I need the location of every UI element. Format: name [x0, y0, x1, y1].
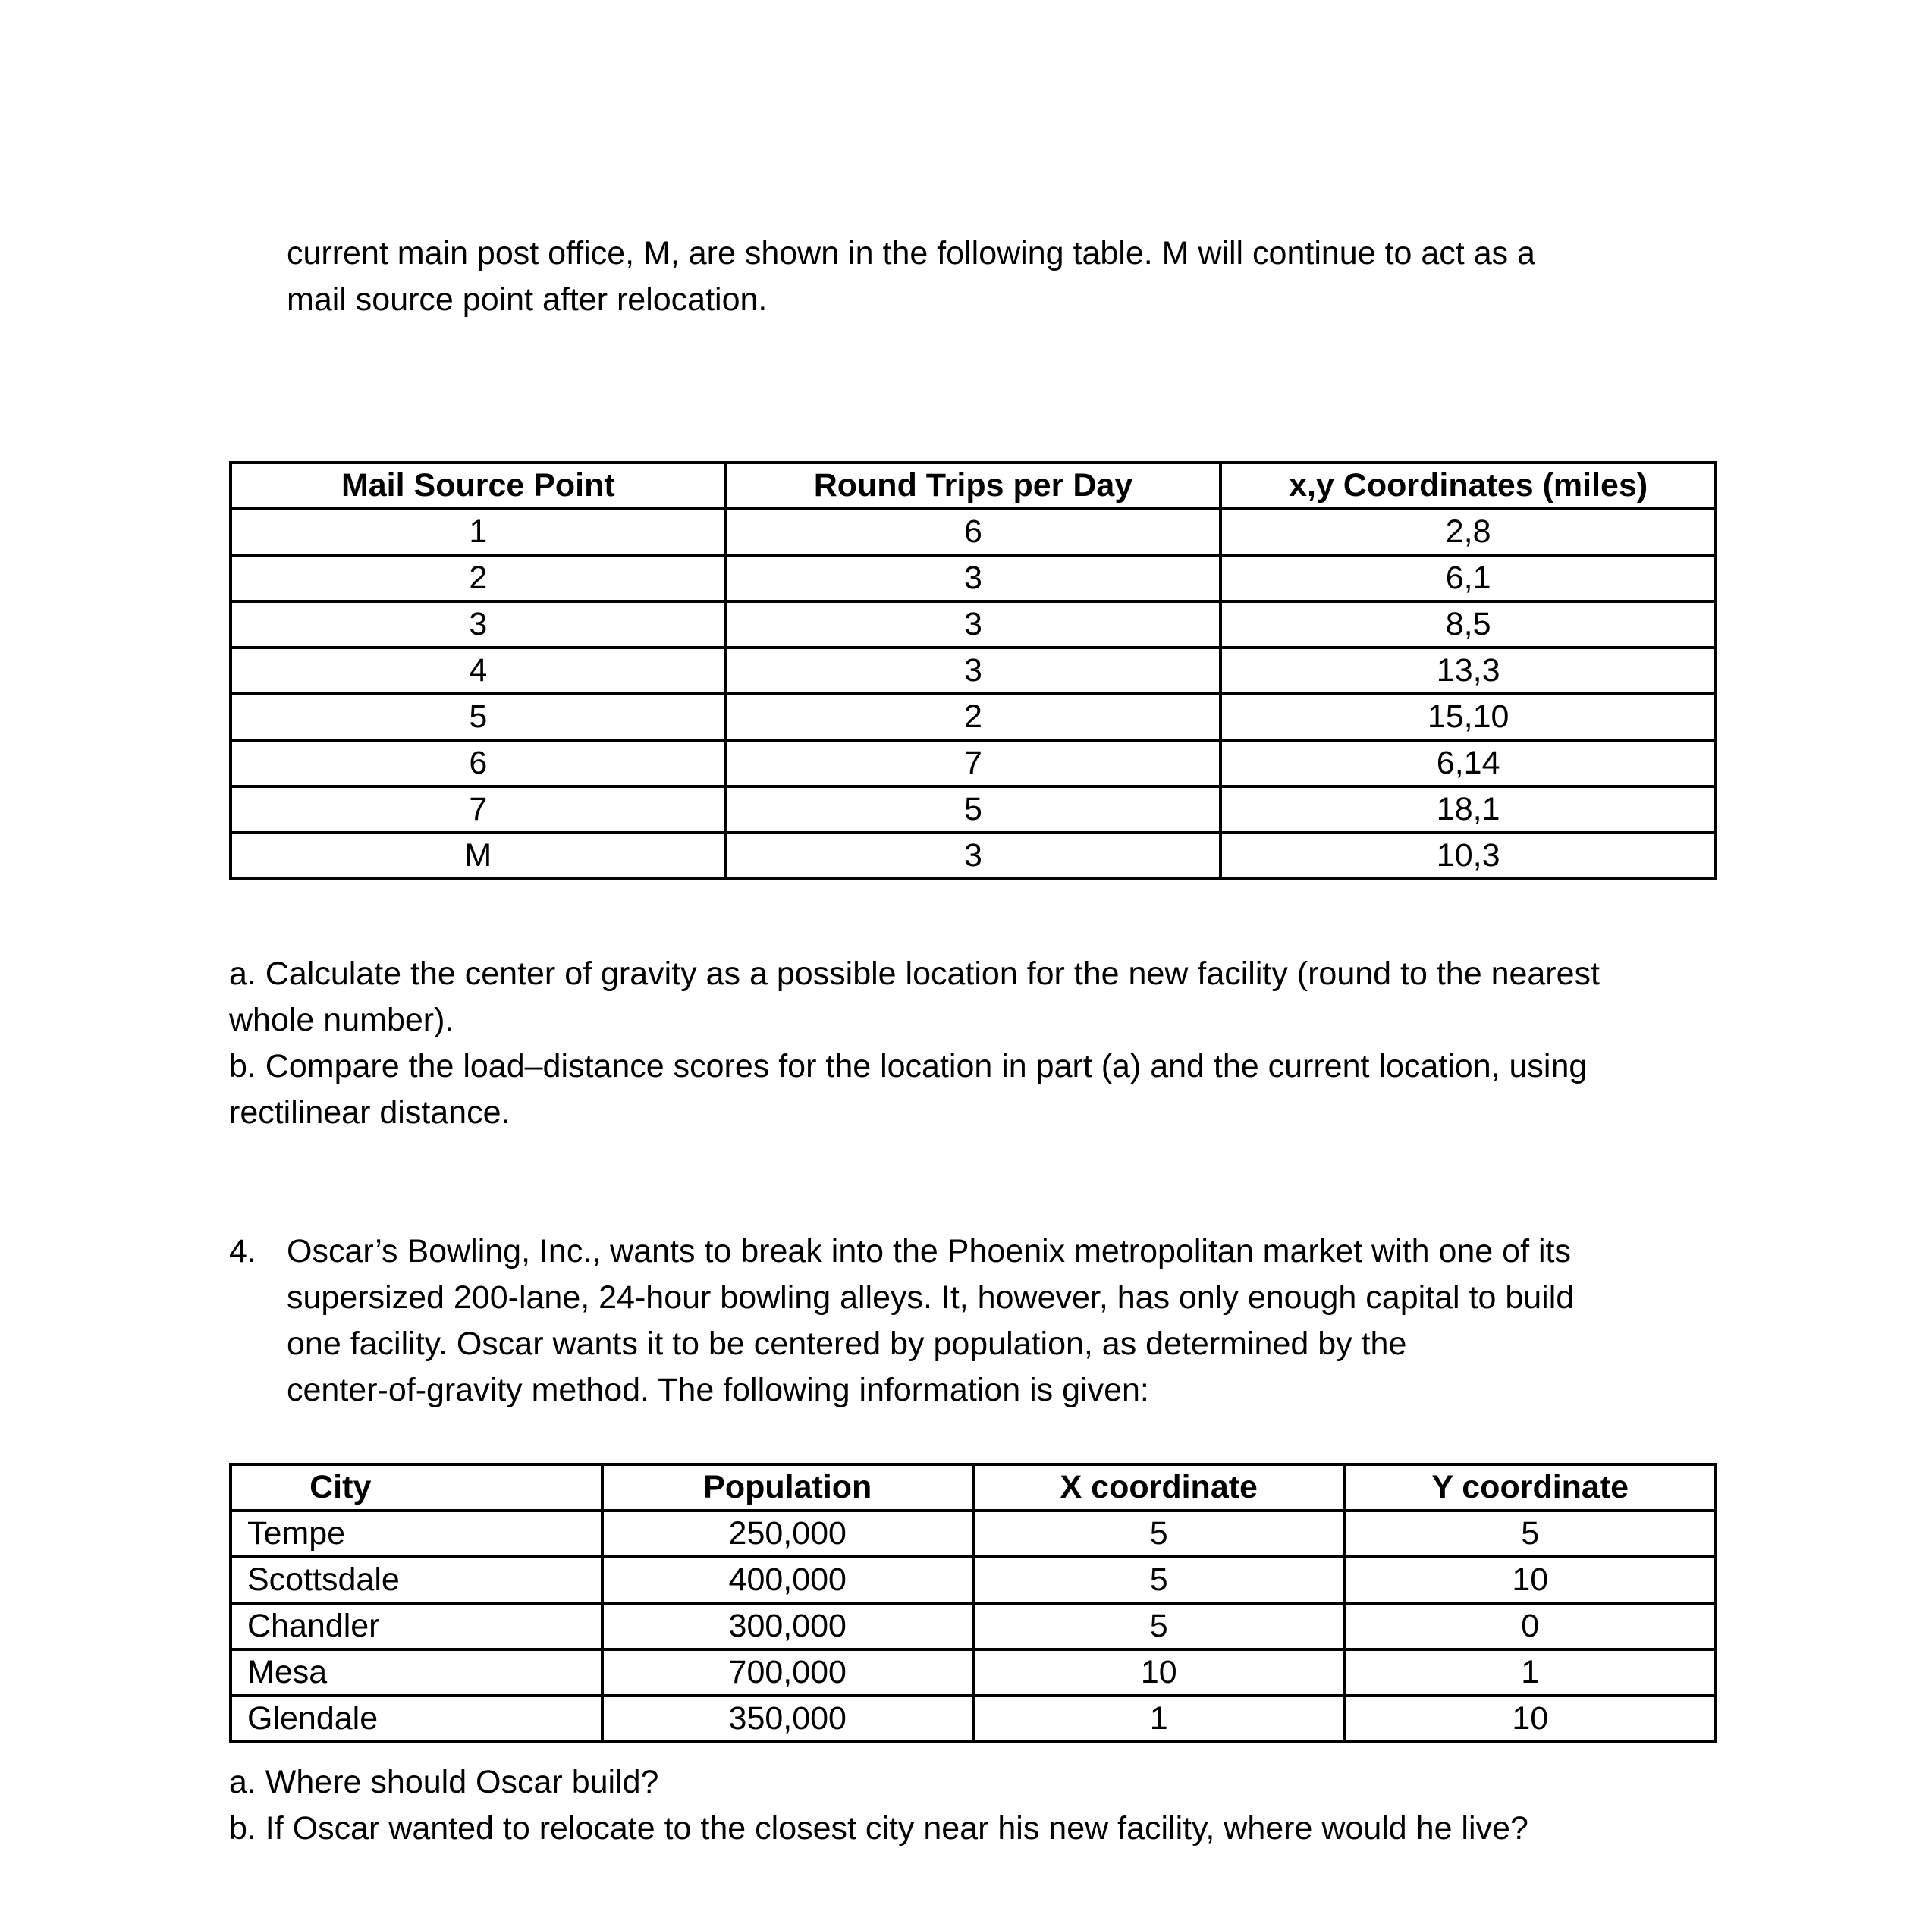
table-cell: 2 — [726, 694, 1221, 740]
table-cell: 5 — [973, 1557, 1345, 1603]
table-cell: 6,14 — [1220, 740, 1716, 786]
table-cell: 2 — [231, 555, 726, 601]
table-row — [231, 1696, 1716, 1742]
table-header-row — [231, 463, 1716, 509]
table-cell: 400,000 — [602, 1557, 974, 1603]
table-cell: 4 — [231, 648, 726, 694]
question-3-line-4: rectilinear distance. — [229, 1094, 510, 1131]
table-cell: 13,3 — [1220, 648, 1716, 694]
table-cell: 8,5 — [1220, 601, 1716, 648]
table-row — [231, 740, 1716, 786]
table-row — [231, 1603, 1716, 1649]
table-cell: 3 — [231, 601, 726, 648]
city-table — [229, 1463, 1717, 1743]
table-cell: Chandler — [231, 1603, 602, 1649]
mail-source-table — [229, 461, 1717, 880]
table-cell: 6 — [726, 509, 1221, 555]
table-row — [231, 509, 1716, 555]
table-row — [231, 1649, 1716, 1696]
table-cell: 10 — [1345, 1696, 1717, 1742]
question-3-line-2: whole number). — [229, 1002, 454, 1038]
table-cell: 7 — [231, 786, 726, 833]
table-row — [231, 1557, 1716, 1603]
table-row — [231, 694, 1716, 740]
column-header: x,y Coordinates (miles) — [1220, 463, 1716, 509]
column-header: Mail Source Point — [231, 463, 726, 509]
table-cell: 15,10 — [1220, 694, 1716, 740]
table-cell: 350,000 — [602, 1696, 974, 1742]
problem-4-line-3: one facility. Oscar wants it to be centered by population, as determined by the — [287, 1326, 1407, 1362]
question-3-line-3: b. Compare the load–distance scores for the location in part (a) and the current location, using — [229, 1048, 1588, 1084]
table-cell: M — [231, 833, 726, 879]
table-cell: 5 — [1345, 1511, 1717, 1557]
intro-line-1: current main post office, M, are shown in the following table. M will continue to act as a — [287, 235, 1535, 271]
table-cell: 3 — [726, 648, 1221, 694]
question-4-line-1: a. Where should Oscar build? — [229, 1764, 659, 1800]
table-cell: 250,000 — [602, 1511, 974, 1557]
column-header: Population — [602, 1464, 974, 1511]
table-cell: 1 — [973, 1696, 1345, 1742]
question-4-line-2: b. If Oscar wanted to relocate to the closest city near his new facility, where would he live? — [229, 1810, 1528, 1847]
problem-4-line-2: supersized 200-lane, 24-hour bowling alleys. It, however, has only enough capital to build — [287, 1279, 1575, 1316]
table-cell: 6,1 — [1220, 555, 1716, 601]
intro-line-2: mail source point after relocation. — [287, 281, 768, 318]
table-cell: 700,000 — [602, 1649, 974, 1696]
table-cell: Glendale — [231, 1696, 602, 1742]
table-cell: 5 — [231, 694, 726, 740]
table-row — [231, 648, 1716, 694]
table-cell: 5 — [973, 1603, 1345, 1649]
table-cell: 300,000 — [602, 1603, 974, 1649]
column-header: X coordinate — [973, 1464, 1345, 1511]
column-header: City — [231, 1464, 602, 1511]
table-row — [231, 1511, 1716, 1557]
table-cell: 5 — [726, 786, 1221, 833]
problem-4-number: 4. — [229, 1233, 256, 1269]
question-4-parts — [229, 1759, 1528, 1852]
table-cell: Tempe — [231, 1511, 602, 1557]
table-row — [231, 786, 1716, 833]
table-row — [231, 833, 1716, 879]
table-cell: 3 — [726, 555, 1221, 601]
table-cell: 5 — [973, 1511, 1345, 1557]
table-cell: 3 — [726, 833, 1221, 879]
table-cell: 10 — [973, 1649, 1345, 1696]
table-cell: 3 — [726, 601, 1221, 648]
table-cell: 1 — [1345, 1649, 1717, 1696]
table-row — [231, 555, 1716, 601]
table-cell: 10,3 — [1220, 833, 1716, 879]
table-cell: 1 — [231, 509, 726, 555]
table-cell: 0 — [1345, 1603, 1717, 1649]
problem-4-line-4: center-of-gravity method. The following information is given: — [287, 1372, 1149, 1408]
column-header: Y coordinate — [1345, 1464, 1717, 1511]
table-row — [231, 601, 1716, 648]
table-cell: 2,8 — [1220, 509, 1716, 555]
question-3-parts — [229, 951, 1600, 1136]
problem-4-line-1: Oscar’s Bowling, Inc., wants to break into the Phoenix metropolitan market with one of its — [287, 1233, 1571, 1269]
table-cell: 10 — [1345, 1557, 1717, 1603]
table-header-row — [231, 1464, 1716, 1511]
problem-4-paragraph — [287, 1229, 1574, 1414]
table-cell: 7 — [726, 740, 1221, 786]
table-cell: 18,1 — [1220, 786, 1716, 833]
intro-paragraph — [287, 231, 1535, 323]
table-cell: Scottsdale — [231, 1557, 602, 1603]
question-3-line-1: a. Calculate the center of gravity as a possible location for the new facility (round to the nearest — [229, 956, 1600, 992]
column-header: Round Trips per Day — [726, 463, 1221, 509]
table-cell: 6 — [231, 740, 726, 786]
table-cell: Mesa — [231, 1649, 602, 1696]
